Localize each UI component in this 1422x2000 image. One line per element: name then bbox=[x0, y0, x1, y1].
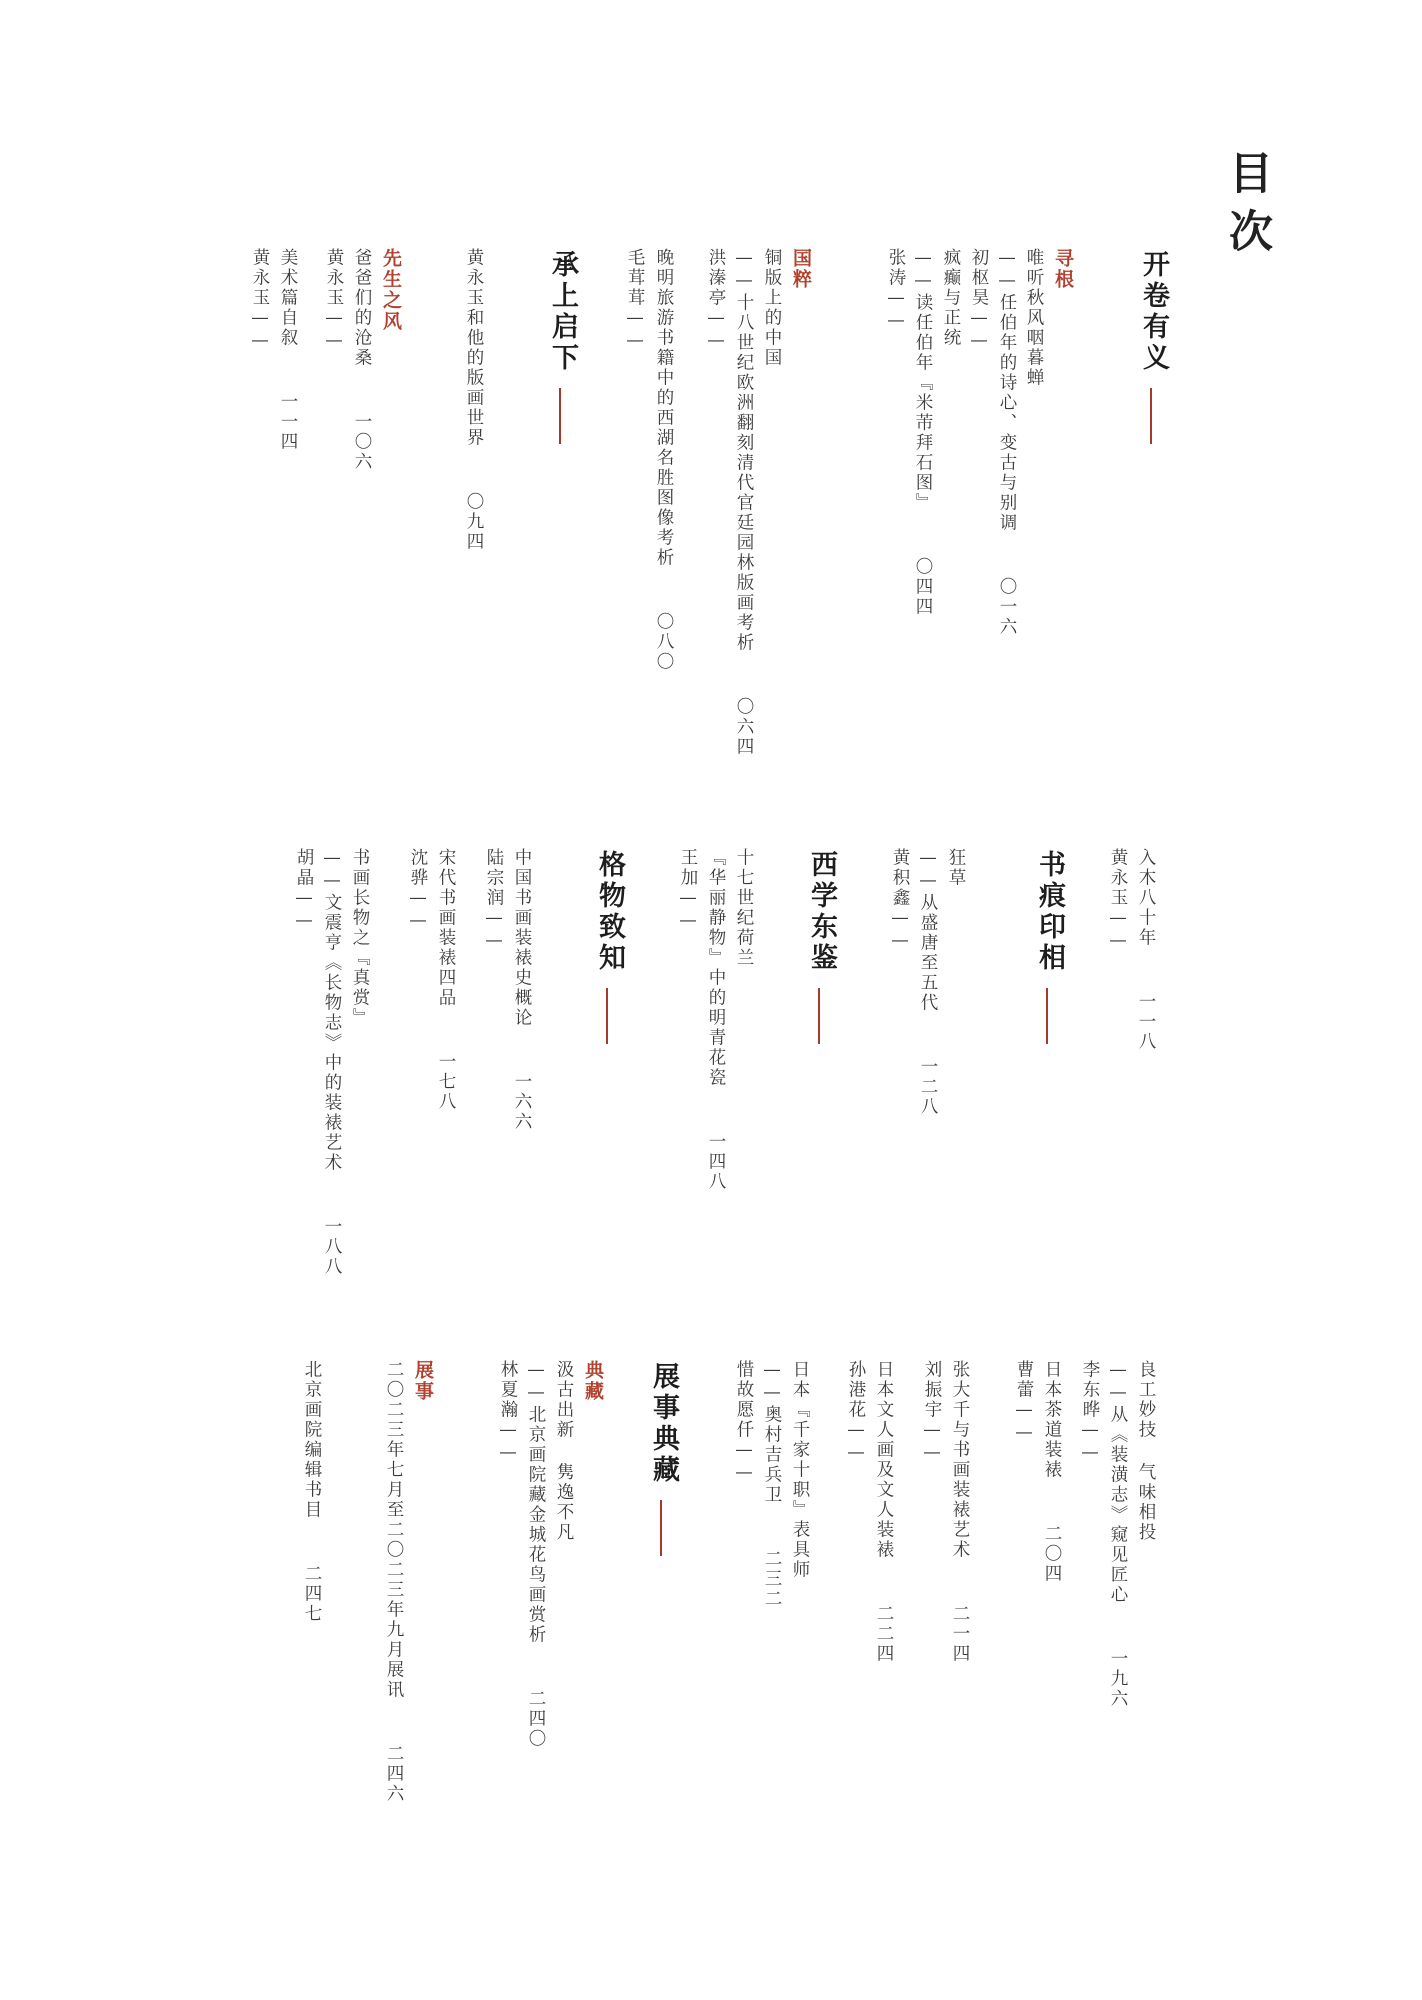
entry-title: 陆宗润—— bbox=[484, 848, 504, 953]
page-number: 二四〇 bbox=[526, 1689, 546, 1749]
entry-title: 美术篇自叙 bbox=[278, 248, 298, 348]
entry-title: 北京画院编辑书目 bbox=[302, 1360, 322, 1520]
toc-entry[interactable] bbox=[916, 848, 941, 1117]
section-heading: 书痕印相 bbox=[1034, 850, 1065, 974]
entry-title: 孙港花—— bbox=[846, 1360, 866, 1465]
entry-title: 黄积鑫—— bbox=[890, 848, 910, 953]
entry-title: 书画长物之『真赏』 bbox=[350, 848, 370, 1028]
toc-entry[interactable] bbox=[1106, 1360, 1131, 1709]
page-number: 〇八〇 bbox=[654, 612, 674, 672]
entry-title: 二〇二三年七月至二〇二三年九月展讯 bbox=[384, 1360, 404, 1700]
page-number: 一一八 bbox=[1136, 992, 1156, 1052]
section-divider bbox=[1150, 388, 1152, 444]
toc-entry[interactable] bbox=[995, 248, 1020, 637]
entry-title: 铜版上的中国 bbox=[762, 248, 782, 368]
toc-entry[interactable] bbox=[462, 248, 487, 552]
entry-title: 林夏瀚—— bbox=[498, 1360, 518, 1465]
entry-title: 十七世纪荷兰 bbox=[734, 848, 754, 968]
entry-title: 唯听秋风咽暮蝉 bbox=[1024, 248, 1044, 388]
toc-author-line[interactable] bbox=[406, 848, 431, 933]
toc-author-line[interactable] bbox=[760, 248, 785, 368]
entry-title: ——文震亨《长物志》中的装裱艺术 bbox=[322, 848, 342, 1173]
toc-entry[interactable] bbox=[510, 848, 535, 1132]
page-number: 二一四 bbox=[950, 1604, 970, 1664]
toc-author-line[interactable] bbox=[939, 248, 964, 348]
toc-author-line[interactable] bbox=[482, 848, 507, 953]
section-divider bbox=[1046, 988, 1048, 1044]
page-number: 二四七 bbox=[302, 1564, 322, 1624]
entry-title: 疯癫与正统 bbox=[941, 248, 961, 348]
section-heading: 展事典藏 bbox=[648, 1362, 679, 1486]
page-number: 一八八 bbox=[322, 1217, 342, 1277]
page-number: 二四六 bbox=[384, 1744, 404, 1804]
toc-author-line[interactable] bbox=[884, 248, 909, 333]
toc-entry[interactable] bbox=[276, 248, 301, 452]
toc-author-line[interactable] bbox=[348, 848, 373, 1028]
page-number: 一一四 bbox=[278, 392, 298, 452]
section-divider bbox=[818, 988, 820, 1044]
toc-author-line[interactable] bbox=[844, 1360, 869, 1465]
toc-author-line[interactable] bbox=[322, 248, 347, 353]
toc-author-line[interactable] bbox=[888, 848, 913, 953]
entry-title: 晚明旅游书籍中的西湖名胜图像考析 bbox=[654, 248, 674, 568]
entry-title: 胡晶—— bbox=[294, 848, 314, 933]
subsection-label: 典藏 bbox=[582, 1360, 604, 1402]
toc-entry[interactable] bbox=[382, 1360, 407, 1804]
page-number: 一〇六 bbox=[352, 412, 372, 472]
toc-author-line[interactable] bbox=[1012, 1360, 1037, 1445]
page-number: 一七八 bbox=[436, 1052, 456, 1112]
entry-title: 爸爸们的沧桑 bbox=[352, 248, 372, 368]
toc-author-line[interactable] bbox=[732, 1360, 757, 1485]
entry-title: 洪溱亭—— bbox=[706, 248, 726, 353]
toc-author-line[interactable] bbox=[944, 848, 969, 888]
toc-author-line[interactable] bbox=[704, 248, 729, 353]
entry-title: ——奥村吉兵卫 bbox=[762, 1360, 782, 1505]
section-heading: 格物致知 bbox=[594, 850, 625, 974]
entry-title: ——从《装潢志》窥见匠心 bbox=[1108, 1360, 1128, 1605]
toc-author-line[interactable] bbox=[967, 248, 992, 353]
entry-title: 初枢昊—— bbox=[969, 248, 989, 353]
entry-title: 曹蕾—— bbox=[1014, 1360, 1034, 1445]
toc-author-line[interactable] bbox=[1106, 848, 1131, 953]
section-heading: 开卷有义 bbox=[1138, 250, 1169, 374]
section-heading: 西学东鉴 bbox=[806, 850, 837, 974]
entry-title: 惜故愿仟—— bbox=[734, 1360, 754, 1485]
page-number: 〇六四 bbox=[734, 697, 754, 757]
entry-title: 入木八十年 bbox=[1136, 848, 1156, 948]
toc-author-line[interactable] bbox=[1078, 1360, 1103, 1465]
toc-author-line[interactable] bbox=[1022, 248, 1047, 388]
entry-title: 中国书画装裱史概论 bbox=[512, 848, 532, 1028]
page-number: 一二八 bbox=[918, 1057, 938, 1117]
toc-author-line[interactable] bbox=[623, 248, 648, 353]
toc-entry[interactable] bbox=[524, 1360, 549, 1749]
toc-entry[interactable] bbox=[760, 1360, 785, 1609]
entry-title: ——从盛唐至五代 bbox=[918, 848, 938, 1013]
page-number: 〇四四 bbox=[913, 557, 933, 617]
page-number: 〇一六 bbox=[997, 577, 1017, 637]
entry-title: 张大千与书画装裱艺术 bbox=[950, 1360, 970, 1560]
toc-author-line[interactable] bbox=[920, 1360, 945, 1465]
toc-author-line[interactable] bbox=[496, 1360, 521, 1465]
entry-title: 王加—— bbox=[678, 848, 698, 933]
subsection-label: 先生之风 bbox=[380, 248, 402, 332]
entry-title: 日本文人画及文人装裱 bbox=[874, 1360, 894, 1560]
section-divider bbox=[559, 388, 561, 444]
subsection-label: 寻根 bbox=[1052, 248, 1074, 290]
section-divider bbox=[660, 1500, 662, 1556]
entry-title: 狂草 bbox=[946, 848, 966, 888]
entry-title: 良工妙技 气味相投 bbox=[1136, 1360, 1156, 1543]
page-number: 二二四 bbox=[874, 1604, 894, 1664]
toc-entry[interactable] bbox=[320, 848, 345, 1277]
page-title: 目次 bbox=[1221, 150, 1272, 266]
toc-entry[interactable] bbox=[350, 248, 375, 472]
entry-title: 宋代书画装裱四品 bbox=[436, 848, 456, 1008]
toc-entry[interactable] bbox=[732, 248, 757, 757]
entry-title: 黄永玉—— bbox=[250, 248, 270, 353]
entry-title: 黄永玉—— bbox=[1108, 848, 1128, 953]
entry-title: 汲古出新 隽逸不凡 bbox=[554, 1360, 574, 1543]
entry-title: 李东晔—— bbox=[1080, 1360, 1100, 1465]
toc-author-line[interactable] bbox=[788, 1360, 813, 1580]
page-number: 一九六 bbox=[1108, 1649, 1128, 1709]
page-number: 〇九四 bbox=[464, 492, 484, 552]
toc-entry[interactable] bbox=[434, 848, 459, 1112]
entry-title: 沈骅—— bbox=[408, 848, 428, 933]
entry-title: 黄永玉和他的版画世界 bbox=[464, 248, 484, 448]
entry-title: 日本『千家十职』表具师 bbox=[790, 1360, 810, 1580]
toc-author-line[interactable] bbox=[292, 848, 317, 933]
toc-entry[interactable] bbox=[300, 1360, 325, 1624]
page-number: 一四八 bbox=[706, 1132, 726, 1192]
toc-author-line[interactable] bbox=[732, 848, 757, 968]
entry-title: ——北京画院藏金城花鸟画赏析 bbox=[526, 1360, 546, 1645]
toc-entry[interactable] bbox=[652, 248, 677, 672]
section-divider bbox=[606, 988, 608, 1044]
entry-title: ——十八世纪欧洲翻刻清代官廷园林版画考析 bbox=[734, 248, 754, 653]
entry-title: ——任伯年的诗心、变古与别调 bbox=[997, 248, 1017, 533]
entry-title: 张涛—— bbox=[886, 248, 906, 333]
toc-entry[interactable] bbox=[872, 1360, 897, 1664]
toc-entry[interactable] bbox=[1134, 848, 1159, 1052]
entry-title: ——读任伯年『米芾拜石图』 bbox=[913, 248, 933, 513]
section-heading: 承上启下 bbox=[547, 250, 578, 374]
entry-title: 毛茸茸—— bbox=[625, 248, 645, 353]
page-number: 一六六 bbox=[512, 1072, 532, 1132]
toc-entry[interactable] bbox=[704, 848, 729, 1192]
toc-entry[interactable] bbox=[911, 248, 936, 617]
subsection-label: 展事 bbox=[412, 1360, 434, 1402]
toc-entry[interactable] bbox=[948, 1360, 973, 1664]
subsection-label: 国粹 bbox=[790, 248, 812, 290]
page-number: 二〇四 bbox=[1042, 1524, 1062, 1584]
entry-title: 黄永玉—— bbox=[324, 248, 344, 353]
toc-author-line[interactable] bbox=[676, 848, 701, 933]
page-number: 二三二 bbox=[762, 1549, 782, 1609]
toc-author-line[interactable] bbox=[1134, 1360, 1159, 1543]
entry-title: 日本茶道装裱 bbox=[1042, 1360, 1062, 1480]
entry-title: 『华丽静物』中的明青花瓷 bbox=[706, 848, 726, 1088]
toc-author-line[interactable] bbox=[248, 248, 273, 353]
toc-author-line[interactable] bbox=[552, 1360, 577, 1543]
toc-entry[interactable] bbox=[1040, 1360, 1065, 1584]
entry-title: 刘振宇—— bbox=[922, 1360, 942, 1465]
